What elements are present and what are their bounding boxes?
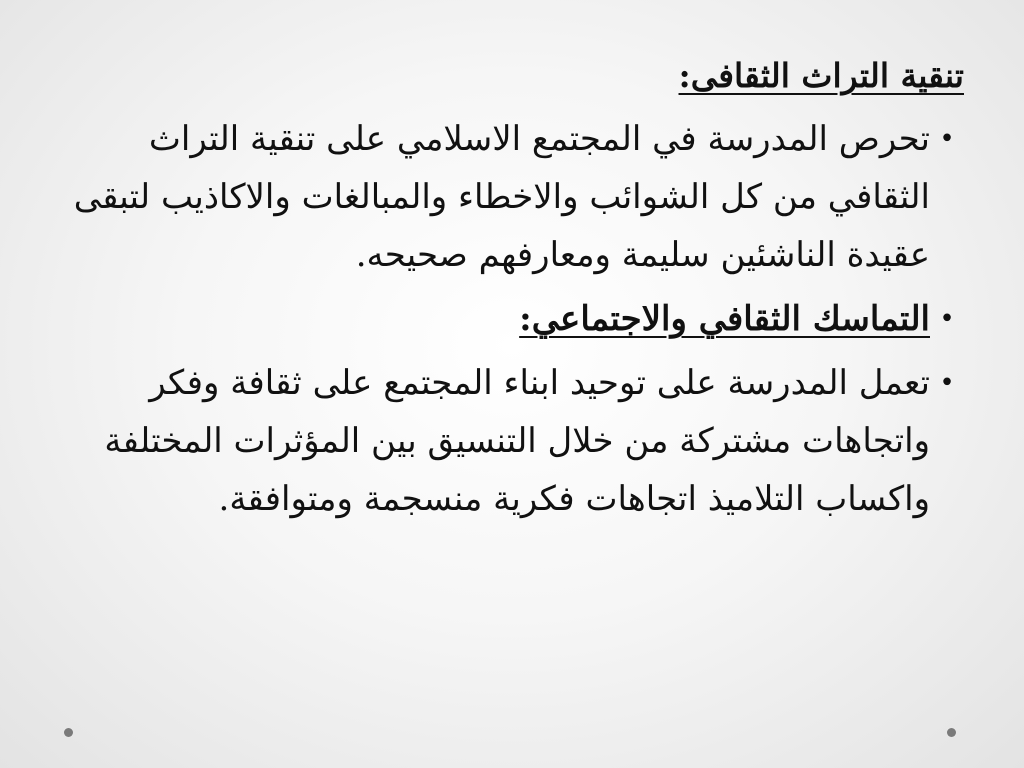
bullet-icon: •	[939, 304, 955, 335]
slide-content	[40, 55, 964, 534]
corner-dot-right	[947, 728, 956, 737]
bullet-list	[40, 110, 964, 528]
slide-heading: تنقية التراث الثقافى:	[678, 56, 964, 95]
bullet-text: تحرص المدرسة في المجتمع الاسلامي على تنقية التراث الثقافي من كل الشوائب والاخطاء والمبالغات والاكاذيب لتبقى عقيدة الناشئين سليمة ومعارفهم صحيحه.	[73, 119, 930, 276]
bullet-icon: •	[939, 124, 955, 155]
bullet-item	[40, 110, 964, 284]
bullet-item	[40, 354, 964, 528]
subheading-text: التماسك الثقافي والاجتماعي:	[519, 299, 930, 340]
corner-dot-left	[64, 728, 73, 737]
bullet-text: تعمل المدرسة على توحيد ابناء المجتمع على ثقافة وفكر واتجاهات مشتركة من خلال التنسيق بين المؤثرات المختلفة واكساب التلاميذ اتجاهات فكرية منسجمة ومتوافقة.	[104, 363, 930, 520]
bullet-icon: •	[939, 368, 955, 399]
bullet-item	[40, 290, 964, 348]
